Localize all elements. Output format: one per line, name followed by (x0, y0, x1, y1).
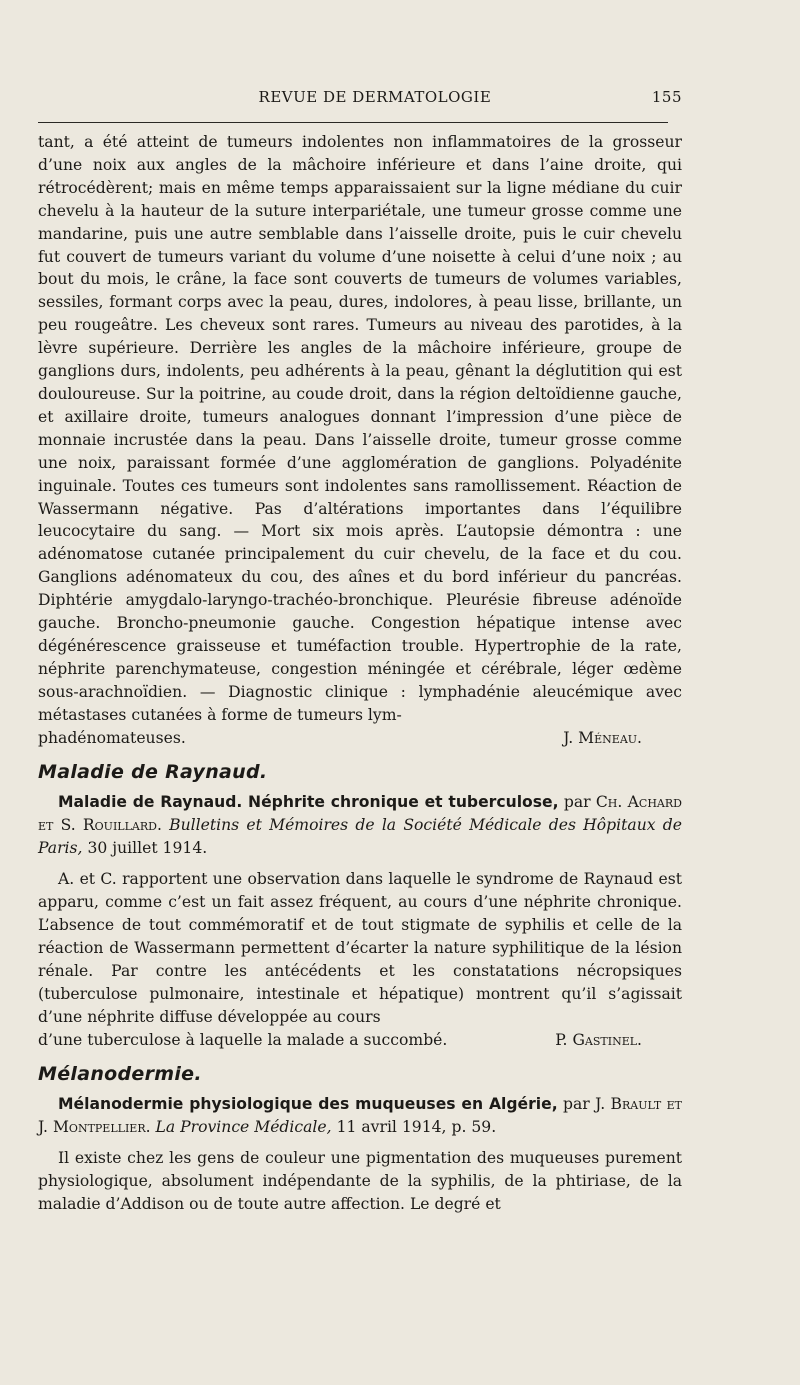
reference-source: Bulletins et Mémoires de la Société Médicale des Hôpitaux de Paris, (38, 816, 682, 858)
reference-source: La Province Médicale, (155, 1118, 332, 1137)
reference-date: 11 avril 1914, p. 59. (336, 1118, 497, 1137)
reference-authors: J. Brault et J. Montpellier. (38, 1095, 682, 1137)
reference-authors: Ch. Achard et S. Rouillard. (38, 793, 682, 835)
reference-melanodermie (38, 1093, 682, 1139)
author-signature: J. Méneau. (563, 728, 642, 747)
reference-par: par (563, 1095, 590, 1114)
section-heading-raynaud: Maladie de Raynaud. (38, 761, 268, 784)
page-number: 155 (651, 88, 682, 106)
paragraph-last-line: phadénomateuses. (38, 728, 186, 747)
reference-date: 30 juillet 1914. (87, 839, 208, 858)
signature-line (38, 727, 682, 750)
page (38, 88, 682, 1216)
paragraph-raynaud: A. et C. rapportent une observation dans laquelle le syndrome de Raynaud est apparu, comme c’est un fait assez fréquent, au cours d’une néphrite chronique. L’absence de tout commémoratif et de tout stigmate de syphilis et celle de la réaction de Wassermann permettent d’écarter la nature syphilitique de la lésion rénale. Par contre les antécédents et les constatations nécropsiques (tuberculose pulmonaire, intestinale et hépatique) montrent qu’il s’agissait d’une néphrite diffuse développée au cours (38, 870, 682, 1026)
paragraph-case-report: tant, a été atteint de tumeurs indolentes non inflammatoires de la grosseur d’une noix aux angles de la mâchoire inférieure et dans l’aine droite, qui rétrocédèrent; mais en même temps apparaissaient sur la ligne médiane du cuir chevelu à la hauteur de la suture interpariétale, une tumeur grosse comme une mandarine, puis une autre semblable dans l’aisselle droite, puis le cuir chevelu fut couvert de tumeurs variant du volume d’une noisette à celui d’une noix ; au bout du mois, le crâne, la face sont couverts de tumeurs de volumes variables, sessiles, formant corps avec la peau, dures, indolores, à peau lisse, brillante, un peu rougeâtre. Les cheveux sont rares. Tumeurs au niveau des parotides, à la lèvre supérieure. Derrière les angles de la mâchoire inférieure, groupe de ganglions durs, indolents, peu adhérents à la peau, gênant la déglutition qui est douloureuse. Sur la poitrine, au coude droit, dans la région deltoïdienne gauche, et axillaire droite, tumeurs analogues donnant l’impression d’une pièce de monnaie incrustée dans la peau. Dans l’aisselle droite, tumeur grosse comme une noix, paraissant formée d’une agglomération de ganglions. Polyadénite inguinale. Toutes ces tumeurs sont indolentes sans ramollissement. Réaction de Wassermann négative. Pas d’altérations importantes dans l’équilibre leucocytaire du sang. — Mort six mois après. L’autopsie démontra : une adénomatose cutanée principalement du cuir chevelu, de la face et du cou. Ganglions adénomateux du cou, des aînes et du bord inférieur du pancréas. Diphtérie amygdalo-laryngo-trachéo-bronchique. Pleurésie fibreuse adénoïde gauche. Broncho-pneumonie gauche. Congestion hépatique intense avec dégénérescence graisseuse et tuméfaction trouble. Hypertrophie de la rate, néphrite parenchymateuse, congestion méningée et cérébrale, léger œdème sous-arachnoïdien. — Diagnostic clinique : lymphadénie aleucémique avec métastases cutanées à forme de tumeurs lym- (38, 133, 682, 724)
reference-par: par (563, 793, 591, 812)
reference-title: Mélanodermie physiologique des muqueuses en Algérie, (58, 1095, 558, 1114)
header-rule (38, 122, 668, 123)
signature-line (38, 1029, 682, 1052)
paragraph-last-line: d’une tuberculose à laquelle la malade a succombé. (38, 1030, 448, 1049)
author-signature: P. Gastinel. (555, 1030, 642, 1049)
running-head (38, 88, 682, 106)
journal-title: REVUE DE DERMATOLOGIE (258, 88, 492, 106)
paragraph-melanodermie: Il existe chez les gens de couleur une pigmentation des muqueuses purement physiologique, absolument indépendante de la syphilis, de la phtiriase, de la maladie d’Addison ou de toute autre affection. Le degré et (38, 1149, 682, 1214)
section-heading-melanodermie: Mélanodermie. (38, 1063, 202, 1086)
reference-raynaud (38, 791, 682, 860)
reference-title: Maladie de Raynaud. Néphrite chronique et tuberculose, (58, 793, 559, 812)
